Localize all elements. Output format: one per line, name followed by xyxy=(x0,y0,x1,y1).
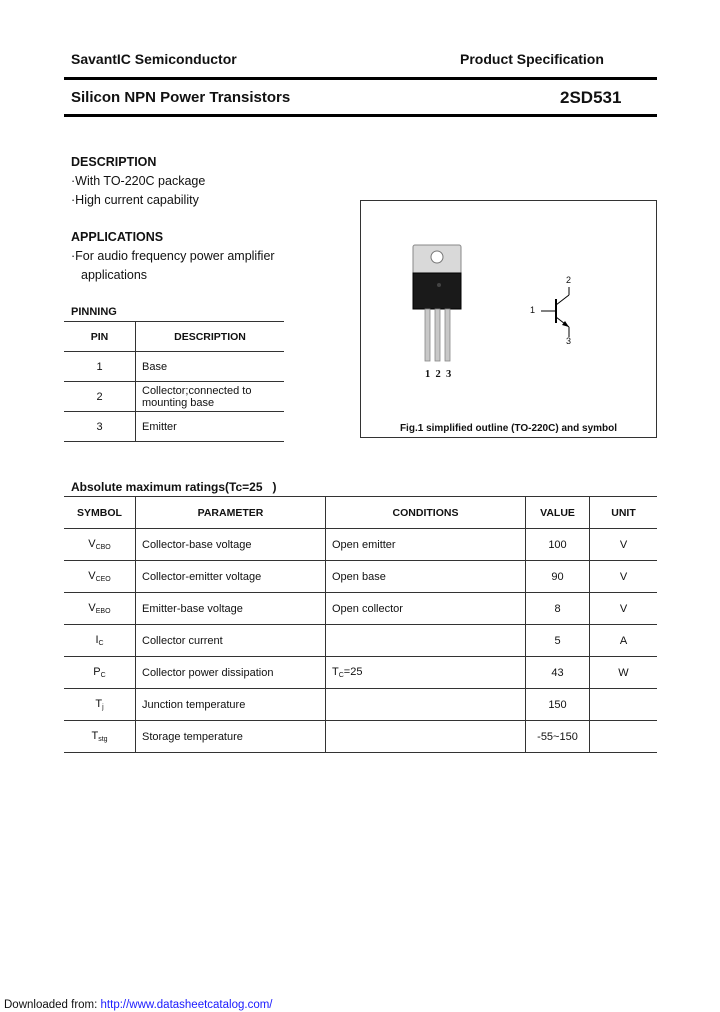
symbol-cell: $V_{EBO}$ xyxy=(64,593,136,625)
pin-description: Collector;connected to mounting base xyxy=(136,382,285,412)
value-cell: -55~150 xyxy=(526,721,590,753)
symbol-cell: $I_C$ xyxy=(64,625,136,657)
conditions-cell: Open collector xyxy=(326,593,526,625)
parameter-column-header: PARAMETER xyxy=(136,497,326,529)
value-cell: 100 xyxy=(526,529,590,561)
table-row xyxy=(64,657,657,689)
table-row xyxy=(64,721,657,753)
unit-cell: V xyxy=(590,593,658,625)
unit-cell xyxy=(590,721,658,753)
footer-link[interactable]: http://www.datasheetcatalog.com/ xyxy=(100,999,273,1011)
symbol-column-header: SYMBOL xyxy=(64,497,136,529)
description-item-2: ·High current capability xyxy=(71,193,199,207)
part-number: 2SD531 xyxy=(560,88,622,107)
value-cell: 150 xyxy=(526,689,590,721)
unit-column-header: UNIT xyxy=(590,497,658,529)
footer-prefix: Downloaded from: xyxy=(4,999,98,1011)
ratings-table xyxy=(64,496,657,753)
company-name: SavantIC Semiconductor xyxy=(71,51,237,67)
pin-column-header: PIN xyxy=(64,322,136,352)
product-line: Silicon NPN Power Transistors xyxy=(71,89,291,106)
table-row xyxy=(64,625,657,657)
unit-cell: A xyxy=(590,625,658,657)
symbol-cell: $V_{CEO}$ xyxy=(64,561,136,593)
description-item-1: ·With TO-220C package xyxy=(71,174,206,188)
parameter-cell: Storage temperature xyxy=(136,721,326,753)
symbol-pin-1: 1 xyxy=(530,305,536,315)
unit-cell xyxy=(590,689,658,721)
table-row xyxy=(64,689,657,721)
unit-cell: V xyxy=(590,561,658,593)
table-row xyxy=(64,561,657,593)
parameter-cell: Collector-base voltage xyxy=(136,529,326,561)
symbol-cell: $T_{stg}$ xyxy=(64,721,136,753)
unit-cell: V xyxy=(590,529,658,561)
pin-number: 1 xyxy=(64,352,136,382)
pin-number: 2 xyxy=(64,382,136,412)
description-heading: DESCRIPTION xyxy=(71,155,157,169)
pin-description: Emitter xyxy=(136,412,285,442)
applications-line-1: ·For audio frequency power amplifier xyxy=(71,249,275,263)
table-row xyxy=(64,352,284,382)
figure-caption: Fig.1 simplified outline (TO-220C) and symbol xyxy=(399,423,618,434)
table-row xyxy=(64,593,657,625)
to220-package-illustration xyxy=(361,201,656,437)
table-row xyxy=(64,382,284,412)
doc-type: Product Specification xyxy=(460,51,604,67)
value-cell: 43 xyxy=(526,657,590,689)
symbol-pin-3: 3 xyxy=(566,336,572,346)
table-row xyxy=(64,412,284,442)
pinning-table xyxy=(64,321,284,442)
symbol-cell: $V_{CBO}$ xyxy=(64,529,136,561)
figure-box xyxy=(360,200,657,438)
value-cell: 8 xyxy=(526,593,590,625)
header-rule-bottom xyxy=(64,114,657,117)
conditions-cell: Open emitter xyxy=(326,529,526,561)
parameter-cell: Junction temperature xyxy=(136,689,326,721)
pin-description: Base xyxy=(136,352,285,382)
conditions-column-header: CONDITIONS xyxy=(326,497,526,529)
symbol-cell: $P_C$ xyxy=(64,657,136,689)
value-column-header: VALUE xyxy=(526,497,590,529)
value-cell: 90 xyxy=(526,561,590,593)
pinning-heading: PINNING xyxy=(71,306,117,318)
conditions-cell xyxy=(326,721,526,753)
conditions-cell xyxy=(326,689,526,721)
applications-line-2: applications xyxy=(81,268,148,282)
conditions-cell xyxy=(326,625,526,657)
conditions-cell: Open base xyxy=(326,561,526,593)
applications-heading: APPLICATIONS xyxy=(71,230,164,244)
symbol-pin-2: 2 xyxy=(566,275,572,285)
ratings-heading: Absolute maximum ratings(Tc=25 ) xyxy=(71,480,277,494)
pin-desc-column-header: DESCRIPTION xyxy=(136,322,285,352)
symbol-cell: $T_j$ xyxy=(64,689,136,721)
unit-cell: W xyxy=(590,657,658,689)
conditions-cell: $T_C=25$ xyxy=(326,657,526,689)
download-footer xyxy=(4,999,273,1011)
pin-number: 3 xyxy=(64,412,136,442)
parameter-cell: Collector power dissipation xyxy=(136,657,326,689)
parameter-cell: Collector-emitter voltage xyxy=(136,561,326,593)
package-pin-labels: 1 2 3 xyxy=(425,369,452,380)
header-rule-top xyxy=(64,77,657,80)
value-cell: 5 xyxy=(526,625,590,657)
parameter-cell: Emitter-base voltage xyxy=(136,593,326,625)
parameter-cell: Collector current xyxy=(136,625,326,657)
table-row xyxy=(64,529,657,561)
